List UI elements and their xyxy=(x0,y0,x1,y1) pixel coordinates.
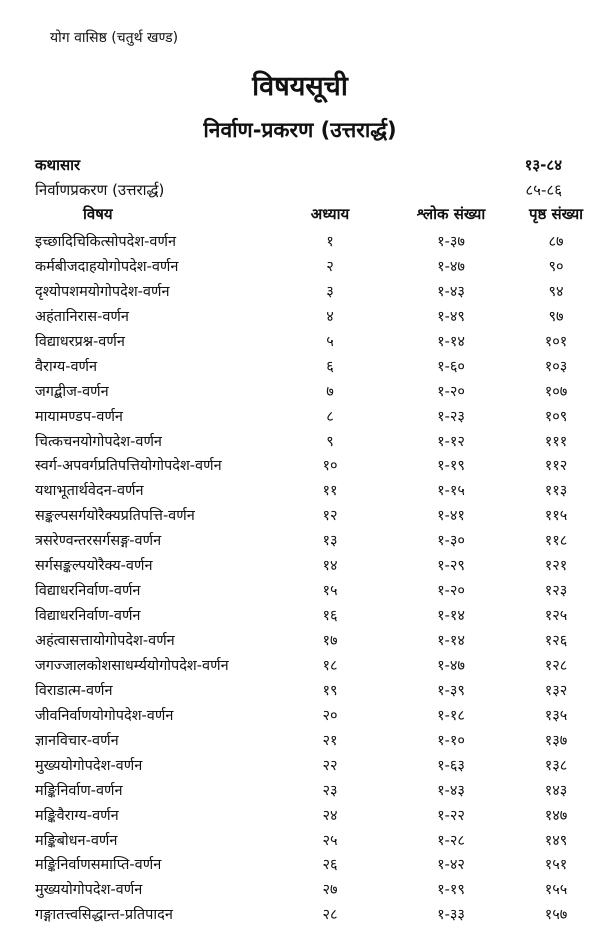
column-header-page: पृष्ठ संख्या xyxy=(528,205,584,223)
row-shloka: १-४३ xyxy=(437,283,465,300)
row-chapter: ५ xyxy=(326,333,334,350)
row-shloka: १-३० xyxy=(437,533,465,550)
row-chapter: २४ xyxy=(322,807,338,824)
row-shloka: १-४२ xyxy=(437,857,465,874)
row-chapter: २३ xyxy=(322,782,338,799)
row-chapter: ७ xyxy=(326,383,334,400)
row-shloka: १-३३ xyxy=(437,907,465,924)
summary-label: कथासार xyxy=(35,156,81,174)
row-shloka: १-३९ xyxy=(437,682,465,699)
row-page: १०३ xyxy=(544,358,568,375)
row-chapter: २७ xyxy=(322,882,338,899)
table-row xyxy=(35,628,580,653)
row-chapter: २ xyxy=(326,258,334,275)
row-chapter: ६ xyxy=(326,358,334,375)
row-subject: मङ्किनिर्वाणसमाप्ति-वर्णन xyxy=(35,857,162,874)
row-subject: मायामण्डप-वर्णन xyxy=(35,408,123,425)
row-page: ९० xyxy=(548,258,564,275)
row-shloka: १-६३ xyxy=(437,757,465,774)
row-subject: यथाभूतार्थवेदन-वर्णन xyxy=(35,483,144,500)
row-page: १४९ xyxy=(544,832,568,849)
row-subject: विद्याधरप्रश्न-वर्णन xyxy=(35,333,125,350)
row-subject: गङ्गातत्त्वसिद्धान्त-प्रतिपादन xyxy=(35,907,173,924)
row-shloka: १-२९ xyxy=(437,558,465,575)
column-header-shloka: श्लोक संख्या xyxy=(416,205,486,223)
table-row xyxy=(35,503,580,528)
row-chapter: १३ xyxy=(322,533,338,550)
row-page: ११३ xyxy=(544,483,568,500)
row-subject: जगद्बीज-वर्णन xyxy=(35,383,109,400)
row-subject: मङ्किबोधन-वर्णन xyxy=(35,832,118,849)
page-subtitle: निर्वाण-प्रकरण (उत्तरार्द्ध) xyxy=(203,118,397,142)
row-chapter: ३ xyxy=(326,283,334,300)
row-subject: विराडात्म-वर्णन xyxy=(35,682,113,699)
row-shloka: १-१२ xyxy=(437,433,465,450)
table-row xyxy=(35,329,580,354)
row-page: १२६ xyxy=(544,633,568,649)
row-shloka: १-१४ xyxy=(437,333,465,350)
column-header-chapter: अध्याय xyxy=(310,205,350,223)
table-row xyxy=(35,553,580,578)
row-page: १२१ xyxy=(544,558,568,575)
row-chapter: ८ xyxy=(326,408,334,425)
row-page: १५१ xyxy=(544,857,568,874)
row-page: १२५ xyxy=(544,608,568,625)
row-shloka: १-१४ xyxy=(437,608,465,625)
table-row xyxy=(35,453,580,478)
row-page: ११५ xyxy=(544,508,568,525)
row-page: १०१ xyxy=(544,333,568,350)
summary-row-nirvanaprakaran xyxy=(35,180,580,204)
table-row xyxy=(35,703,580,728)
row-subject: स्वर्ग-अपवर्गप्रतिपत्तियोगोपदेश-वर्णन xyxy=(35,458,222,475)
summary-row-kathasar xyxy=(35,155,580,179)
table-row xyxy=(35,304,580,329)
row-subject: विद्याधरनिर्वाण-वर्णन xyxy=(35,608,141,625)
summary-label: निर्वाणप्रकरण (उत्तरार्द्ध) xyxy=(35,181,165,199)
row-subject: मङ्किनिर्वाण-वर्णन xyxy=(35,782,123,799)
row-page: १०९ xyxy=(544,408,568,425)
row-subject: त्रसरेण्वन्तरसर्गसङ्ग-वर्णन xyxy=(35,533,162,550)
row-page: १५७ xyxy=(544,907,568,924)
table-header xyxy=(35,204,584,228)
table-row xyxy=(35,229,580,254)
row-shloka: १-१९ xyxy=(437,458,465,475)
row-page: १२८ xyxy=(544,657,568,674)
row-subject: कर्मबीजदाहयोगोपदेश-वर्णन xyxy=(35,258,179,275)
row-chapter: २५ xyxy=(322,832,338,849)
table-row xyxy=(35,678,580,703)
table-row xyxy=(35,828,580,853)
table-row xyxy=(35,877,580,902)
row-chapter: १९ xyxy=(322,682,338,699)
row-page: १४३ xyxy=(544,782,568,799)
table-row xyxy=(35,728,580,753)
row-subject: जीवनिर्वाणयोगोपदेश-वर्णन xyxy=(35,707,174,724)
table-row xyxy=(35,254,580,279)
row-page: १५५ xyxy=(544,882,568,899)
row-subject: विद्याधरनिर्वाण-वर्णन xyxy=(35,583,141,600)
table-row xyxy=(35,279,580,304)
row-shloka: १-२० xyxy=(437,583,465,600)
row-chapter: २८ xyxy=(322,907,338,924)
column-header-subject: विषय xyxy=(83,205,113,223)
row-shloka: १-६० xyxy=(437,358,465,375)
summary-pages: ८५-८६ xyxy=(525,181,562,199)
row-page: १३८ xyxy=(544,757,568,774)
contents-table xyxy=(35,229,580,927)
row-page: १३५ xyxy=(544,707,568,724)
row-subject: मङ्किवैराग्य-वर्णन xyxy=(35,807,119,824)
row-chapter: १२ xyxy=(322,508,338,525)
table-row xyxy=(35,603,580,628)
row-chapter: १ xyxy=(326,234,334,250)
row-chapter: २० xyxy=(322,707,338,724)
row-shloka: १-२८ xyxy=(437,832,465,849)
row-subject: इच्छादिचिकित्सोपदेश-वर्णन xyxy=(35,234,177,250)
row-chapter: ९ xyxy=(326,433,334,450)
row-page: ८७ xyxy=(548,234,564,250)
row-shloka: १-१० xyxy=(437,732,465,749)
row-page: १११ xyxy=(544,433,568,450)
row-shloka: १-४३ xyxy=(437,782,465,799)
table-row xyxy=(35,753,580,778)
row-chapter: २२ xyxy=(322,757,338,774)
row-chapter: २६ xyxy=(322,857,338,874)
row-chapter: १५ xyxy=(322,583,338,600)
row-page: १४७ xyxy=(544,807,568,824)
row-shloka: १-१८ xyxy=(437,707,465,724)
row-shloka: १-१४ xyxy=(437,633,465,649)
row-shloka: १-२३ xyxy=(437,408,465,425)
table-row xyxy=(35,528,580,553)
row-chapter: ४ xyxy=(326,308,334,325)
row-subject: ज्ञानविचार-वर्णन xyxy=(35,732,119,749)
row-page: १०७ xyxy=(544,383,568,400)
row-shloka: १-२० xyxy=(437,383,465,400)
row-page: ११८ xyxy=(544,533,568,550)
row-chapter: २१ xyxy=(322,732,338,749)
table-row xyxy=(35,803,580,828)
table-row xyxy=(35,429,580,454)
row-page: १३२ xyxy=(544,682,568,699)
row-subject: सङ्कल्पसर्गयोरैक्यप्रतिपत्ति-वर्णन xyxy=(35,508,195,525)
table-row xyxy=(35,902,580,927)
row-subject: जगज्जालकोशसाधर्म्ययोगोपदेश-वर्णन xyxy=(35,657,229,674)
row-subject: अहंत्वासत्तायोगोपदेश-वर्णन xyxy=(35,633,175,649)
row-page: १२३ xyxy=(544,583,568,600)
row-subject: अहंतानिरास-वर्णन xyxy=(35,308,129,325)
row-subject: सर्गसङ्कल्पयोरैक्य-वर्णन xyxy=(35,558,153,575)
table-row xyxy=(35,578,580,603)
running-head: योग वासिष्ठ (चतुर्थ खण्ड) xyxy=(50,30,179,46)
table-row xyxy=(35,404,580,429)
table-row xyxy=(35,478,580,503)
row-shloka: १-२२ xyxy=(437,807,465,824)
row-page: ९७ xyxy=(548,308,564,325)
row-chapter: १६ xyxy=(322,608,338,625)
row-subject: मुख्ययोगोपदेश-वर्णन xyxy=(35,882,143,899)
table-row xyxy=(35,653,580,678)
table-row xyxy=(35,354,580,379)
table-row xyxy=(35,379,580,404)
row-subject: चित्कचनयोगोपदेश-वर्णन xyxy=(35,433,162,450)
row-subject: वैराग्य-वर्णन xyxy=(35,358,98,375)
row-chapter: १४ xyxy=(322,558,338,575)
row-shloka: १-४९ xyxy=(437,308,465,325)
table-row xyxy=(35,852,580,877)
row-shloka: १-१९ xyxy=(437,882,465,899)
row-page: ९४ xyxy=(548,283,564,300)
row-chapter: १८ xyxy=(322,657,338,674)
row-chapter: १० xyxy=(322,458,338,475)
row-chapter: ११ xyxy=(322,483,338,500)
row-page: १३७ xyxy=(544,732,568,749)
row-shloka: १-४७ xyxy=(437,657,465,674)
row-shloka: १-१५ xyxy=(437,483,465,500)
row-subject: मुख्ययोगोपदेश-वर्णन xyxy=(35,757,143,774)
page-title: विषयसूची xyxy=(252,71,348,102)
row-shloka: १-४१ xyxy=(437,508,465,525)
row-shloka: १-३७ xyxy=(437,234,465,250)
row-page: ११२ xyxy=(544,458,568,475)
row-chapter: १७ xyxy=(322,633,338,649)
summary-pages: १३-८४ xyxy=(524,156,562,174)
table-row xyxy=(35,778,580,803)
row-shloka: १-४७ xyxy=(437,258,465,275)
row-subject: दृश्योपशमयोगोपदेश-वर्णन xyxy=(35,283,170,300)
